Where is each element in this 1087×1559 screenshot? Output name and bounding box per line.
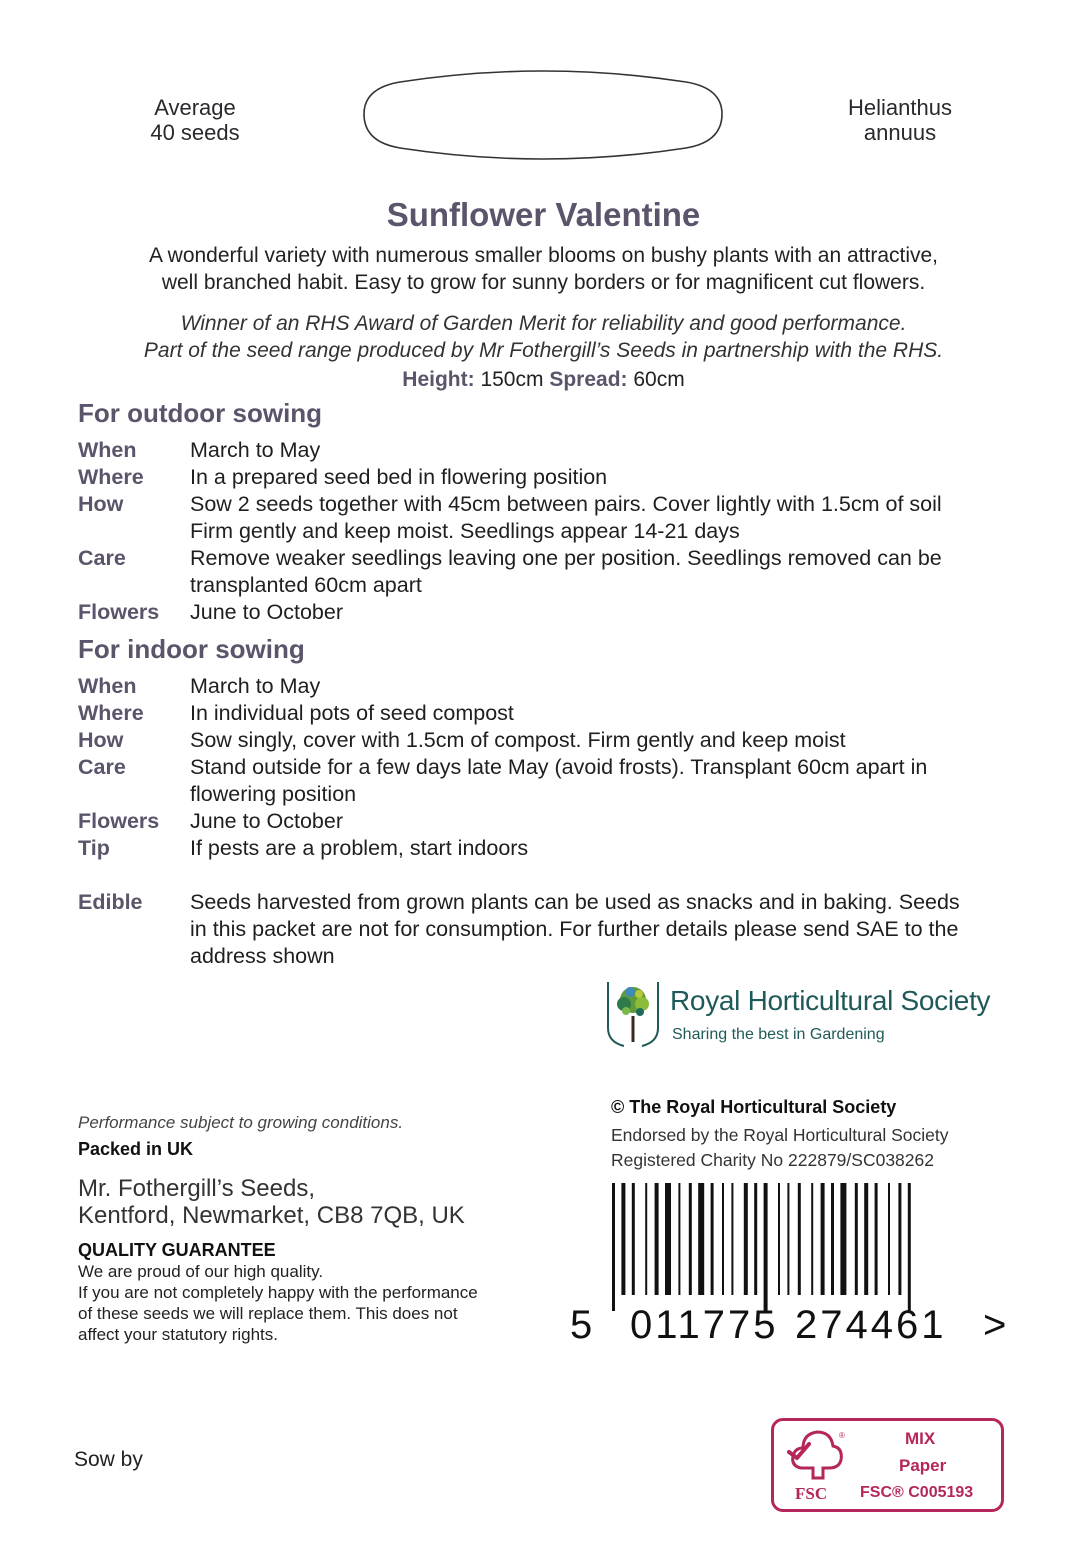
barcode-bar <box>908 1183 911 1311</box>
rhs-tagline: Sharing the best in Gardening <box>672 1026 885 1043</box>
spread-value: 60cm <box>633 368 685 391</box>
barcode-bar <box>875 1183 878 1295</box>
fsc-tree-icon <box>787 1428 851 1486</box>
row-value: March to May <box>190 674 321 698</box>
barcode-bar <box>898 1183 901 1295</box>
address-line: Mr. Fothergill’s Seeds, <box>78 1175 315 1202</box>
copyright: © The Royal Horticultural Society <box>611 1097 897 1117</box>
endorsement <box>611 1123 949 1173</box>
barcode-bar <box>744 1183 748 1295</box>
height-value: 150cm <box>480 368 544 391</box>
barcode-bar <box>798 1183 801 1295</box>
row-key: Care <box>78 755 126 779</box>
fsc-code: FSC® C005193 <box>860 1484 974 1501</box>
barcode-bar <box>778 1183 780 1295</box>
height-label: Height: <box>402 368 475 391</box>
row-value: In a prepared seed bed in flowering position <box>190 465 608 489</box>
barcode-bar <box>678 1183 680 1295</box>
barcode-bars <box>612 1183 911 1311</box>
row-key: Care <box>78 546 126 570</box>
row-key: When <box>78 438 137 462</box>
row-value: transplanted 60cm apart <box>190 573 422 597</box>
endorsed-line: Endorsed by the Royal Horticultural Society <box>611 1125 949 1145</box>
guarantee-text <box>78 1261 558 1345</box>
barcode-bar <box>831 1183 834 1295</box>
plant-dimensions <box>0 368 1087 392</box>
row-value: Sow singly, cover with 1.5cm of compost. Firm gently and keep moist <box>190 728 846 752</box>
latin-name-line1: Helianthus <box>848 95 952 120</box>
row-key: Where <box>78 701 144 725</box>
sow-by-label: Sow by <box>74 1448 143 1471</box>
fsc-mix: MIX <box>905 1429 936 1448</box>
barcode-bar <box>888 1183 890 1295</box>
row-key: Edible <box>78 890 143 914</box>
row-key: When <box>78 674 137 698</box>
company-address <box>78 1175 465 1229</box>
svg-text:®: ® <box>839 1431 845 1440</box>
fsc-word: FSC <box>795 1484 828 1503</box>
barcode-left-digits: 011775 <box>630 1303 779 1347</box>
address-line: Kentford, Newmarket, CB8 7QB, UK <box>78 1202 465 1229</box>
edible-line: address shown <box>190 944 335 968</box>
barcode-bar <box>665 1183 671 1295</box>
row-value: Sow 2 seeds together with 45cm between pairs. Cover lightly with 1.5cm of soil <box>190 492 942 516</box>
row-value: June to October <box>190 809 343 833</box>
latin-name <box>800 95 1000 145</box>
row-key: Flowers <box>78 809 160 833</box>
guarantee-line: If you are not completely happy with the performance <box>78 1283 478 1302</box>
tree-icon <box>604 976 666 1050</box>
latin-name-line2: annuus <box>863 120 937 145</box>
barcode-bar <box>787 1183 789 1295</box>
seed-count <box>100 95 290 145</box>
row-value: June to October <box>190 600 343 624</box>
award-text <box>60 310 1027 364</box>
barcode-bar <box>698 1183 704 1295</box>
barcode-bar <box>731 1183 733 1295</box>
barcode-bar <box>645 1183 647 1295</box>
edible-line: Seeds harvested from grown plants can be used as snacks and in baking. Seeds <box>190 890 960 914</box>
award-line: Part of the seed range produced by Mr Fothergill’s Seeds in partnership with the RHS. <box>143 339 944 362</box>
row-key: Tip <box>78 836 110 860</box>
product-description <box>60 242 1027 296</box>
indoor-heading: For indoor sowing <box>78 634 305 664</box>
row-value: Stand outside for a few days late May (avoid frosts). Transplant 60cm apart in <box>190 755 928 779</box>
row-value: Remove weaker seedlings leaving one per position. Seedlings removed can be <box>190 546 942 570</box>
barcode-bar <box>764 1183 768 1311</box>
barcode-bar <box>632 1183 635 1295</box>
barcode-bar <box>722 1183 724 1295</box>
fsc-paper: Paper <box>899 1456 947 1475</box>
row-key: Flowers <box>78 600 160 624</box>
row-value: flowering position <box>190 782 357 806</box>
barcode-bar <box>689 1183 692 1295</box>
barcode-bar <box>864 1183 868 1295</box>
row-key: How <box>78 728 124 752</box>
barcode-bar <box>621 1183 625 1295</box>
charity-line: Registered Charity No 222879/SC038262 <box>611 1150 934 1170</box>
outdoor-heading: For outdoor sowing <box>78 398 323 428</box>
seed-count-line1: Average <box>154 95 236 120</box>
barcode-end-mark: > <box>983 1303 1007 1347</box>
row-key: How <box>78 492 124 516</box>
barcode-bar <box>811 1183 813 1295</box>
row-value: In individual pots of seed compost <box>190 701 514 725</box>
guarantee-heading: QUALITY GUARANTEE <box>78 1240 276 1260</box>
performance-note: Performance subject to growing conditions. <box>78 1113 404 1132</box>
barcode-bar <box>840 1183 846 1295</box>
rhs-name: Royal Horticultural Society <box>670 985 991 1016</box>
barcode-bar <box>655 1183 659 1295</box>
award-line: Winner of an RHS Award of Garden Merit for reliability and good performance. <box>180 312 907 335</box>
row-value: Firm gently and keep moist. Seedlings appear 14-21 days <box>190 519 740 543</box>
product-title: Sunflower Valentine <box>386 196 701 233</box>
barcode-bar <box>821 1183 825 1295</box>
row-value: March to May <box>190 438 321 462</box>
packet-window-outline <box>360 66 726 164</box>
guarantee-line: affect your statutory rights. <box>78 1325 278 1344</box>
row-value <box>190 889 1010 970</box>
seed-count-line2: 40 seeds <box>150 120 240 145</box>
barcode-bar <box>754 1183 757 1295</box>
spread-label: Spread: <box>549 368 628 391</box>
barcode-bar <box>855 1183 858 1295</box>
description-line: A wonderful variety with numerous smaller blooms on bushy plants with an attractive, <box>148 244 939 267</box>
barcode <box>568 1183 1018 1348</box>
row-value: If pests are a problem, start indoors <box>190 836 529 860</box>
barcode-right-digits: 274461 <box>795 1303 947 1347</box>
edible-line: in this packet are not for consumption. For further details please send SAE to the <box>190 917 959 941</box>
row-key: Where <box>78 465 144 489</box>
barcode-bar <box>711 1183 714 1295</box>
description-line: well branched habit. Easy to grow for sunny borders or for magnificent cut flowers. <box>161 271 926 294</box>
barcode-bar <box>612 1183 615 1311</box>
barcode-first-digit: 5 <box>570 1303 593 1347</box>
packed-in: Packed in UK <box>78 1139 194 1159</box>
guarantee-line: of these seeds we will replace them. This does not <box>78 1304 458 1323</box>
guarantee-line: We are proud of our high quality. <box>78 1262 324 1281</box>
